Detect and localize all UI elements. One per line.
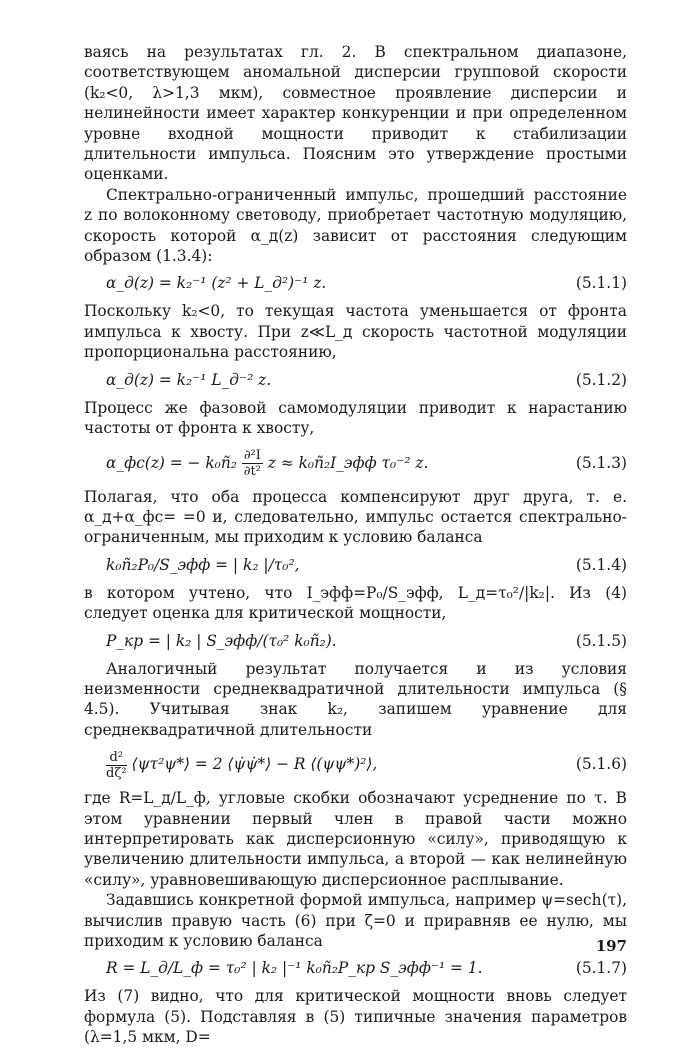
fraction — [242, 448, 263, 479]
equation-body: k₀ñ₂P₀/S_эфф = | k₂ |/τ₀², — [106, 555, 300, 574]
paragraph-8: где R=L_д/L_ф, угловые скобки обозначают усреднение по τ. В этом уравнении первый член в правой части можно интерпретировать как дисперсионную «силу», приводящую к увеличению длительности импульса, а второй — как нелинейную «силу», уравновешивающую дисперсионное расплывание. — [84, 789, 627, 889]
paragraph-5: Полагая, что оба процесса компенсируют друг друга, т. е. α_д+α_фс= =0 и, следовательно, импульс остается спектрально-ограниченным, мы приходим к условию баланса — [84, 487, 627, 547]
fraction-denominator: ∂t² — [243, 464, 261, 479]
equation-rhs: k₂⁻¹ (z² + L_д²)⁻¹ z. — [176, 274, 327, 293]
equation-5-1-2 — [84, 367, 627, 394]
equation-number: (5.1.1) — [575, 274, 627, 293]
fraction-denominator: dζ² — [106, 765, 127, 781]
paragraph-7: Аналогичный результат получается и из условия неизменности среднеквадратичной длительности импульса (§ 4.5). Учитывая знак k₂, запишем уравнение для среднеквадратичной длительности — [84, 659, 627, 739]
equation-5-1-3 — [84, 443, 627, 483]
paragraph-4: Процесс же фазовой самомодуляции приводит к нарастанию частоты от фронта к хвосту, — [84, 398, 627, 438]
paragraph-2: Спектрально-ограниченный импульс, прошедший расстояние z по волоконному световоду, приобретает частотную модуляцию, скорость которой α_д(z) зависит от расстояния следующим образом (1.3.4): — [84, 185, 627, 266]
paragraph-3: Поскольку k₂<0, то текущая частота уменьшается от фронта импульса к хвосту. При z≪L_д скорость частотной модуляции пропорциональна расстоянию, — [84, 302, 627, 362]
paragraph-9: Задавшись конкретной формой импульса, например ψ=sech(τ), вычислив правую часть (6) при ζ=0 и приравняв ее нулю, мы приходим к условию баланса — [84, 891, 627, 950]
fraction — [106, 750, 127, 781]
equation-number: (5.1.2) — [575, 370, 627, 389]
equation-number: (5.1.7) — [575, 959, 627, 978]
fraction-numerator: d² — [106, 750, 127, 766]
equation-rhs: z ≈ k₀ñ₂I_эфф τ₀⁻² z. — [262, 453, 429, 472]
equation-5-1-4 — [84, 552, 627, 579]
equation-number: (5.1.3) — [575, 453, 627, 472]
equation-body: R = L_д/L_ф = τ₀² | k₂ |⁻¹ k₀ñ₂P_кр S_эфф⁻¹ = 1. — [106, 959, 483, 978]
equation-5-1-5 — [84, 628, 627, 655]
equation-lhs: α_фс(z) = − k₀ñ₂ — [106, 453, 242, 472]
equation-number: (5.1.4) — [575, 555, 627, 574]
page-number: 197 — [595, 937, 627, 955]
fraction-numerator: ∂²I — [243, 448, 261, 463]
equation-number: (5.1.5) — [575, 631, 627, 650]
paragraph-1: ваясь на результатах гл. 2. В спектральном диапазоне, соответствующем аномальной дисперсии групповой скорости (k₂<0, λ>1,3 мкм), совместное проявление дисперсии и нелинейности имеет характер конкуренции и при определенном уровне входной мощности приводит к стабилизации длительности импульса. Поясним это утверждение простыми оценками. — [84, 43, 627, 184]
equation-lhs: α_д(z) = — [106, 274, 177, 293]
equation-number: (5.1.6) — [575, 755, 627, 774]
equation-rhs: ⟨ψτ²ψ*⟩ = 2 ⟨ψ̇ψ̇*⟩ − R ⟨(ψψ*)²⟩, — [126, 755, 378, 774]
paragraph-10: Из (7) видно, что для критической мощности вновь следует формула (5). Подставляя в (5) типичные значения параметров (λ=1,5 мкм, D= — [84, 987, 627, 1047]
equation-body: P_кр = | k₂ | S_эфф/(τ₀² k₀ñ₂). — [106, 631, 337, 650]
page-body — [84, 42, 627, 1048]
paragraph-6: в котором учтено, что I_эфф=P₀/S_эфф, L_д=τ₀²/|k₂|. Из (4) следует оценка для критической мощности, — [84, 583, 627, 623]
equation-5-1-7 — [84, 955, 627, 982]
equation-lhs: α_д(z) = — [106, 370, 177, 389]
equation-rhs: k₂⁻¹ L_д⁻² z. — [176, 370, 272, 389]
equation-5-1-6 — [84, 744, 627, 784]
equation-5-1-1 — [84, 270, 627, 297]
